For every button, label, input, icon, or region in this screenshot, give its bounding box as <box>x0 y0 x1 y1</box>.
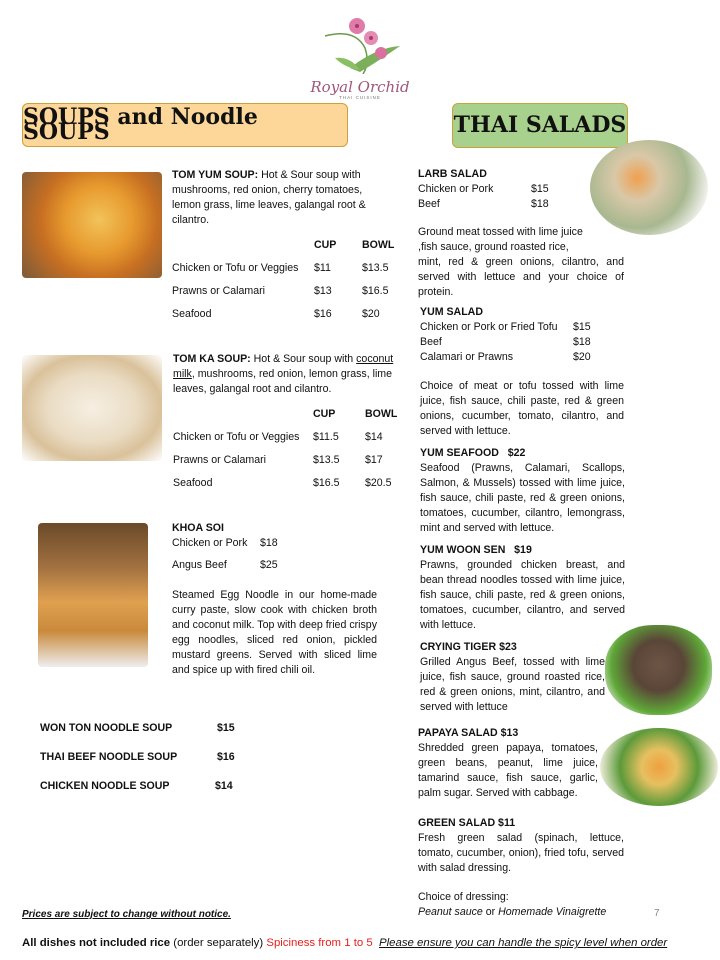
tom-yum-desc <box>172 168 382 228</box>
option-price: $18 <box>260 537 278 549</box>
item: Chicken or Tofu or Veggies <box>173 431 300 443</box>
option-item: Beef <box>420 336 442 348</box>
tom-ka-desc <box>173 352 401 397</box>
table-row <box>172 280 398 303</box>
yum-seafood-desc: Seafood (Prawns, Calamari, Scallops, Salmon, & Mussels) tossed with lime juice, fish sauce, chili paste, red & green onions, tomatoes, cucumber, cilantro, lemongrass, mint and served with lettuce. <box>420 462 625 534</box>
papaya-photo <box>600 728 718 806</box>
tom-ka-section <box>173 352 401 495</box>
yum-salad-desc: Choice of meat or tofu tossed with lime juice, fish sauce, chili paste, red & green onions, cucumber, tomato, cilantro, and served with lettuce. <box>420 380 624 437</box>
option-item: Chicken or Pork <box>418 183 494 195</box>
larb-section <box>418 167 624 300</box>
option-row <box>172 536 377 551</box>
option-row <box>172 558 377 573</box>
tom-yum-photo <box>22 172 162 278</box>
green-salad-desc: Fresh green salad (spinach, lettuce, tomato, cucumber, onion), fried tofu, served with salad dressing. <box>418 832 624 874</box>
logo-tagline: THAI CUISINE <box>339 95 381 100</box>
tom-yum-text: Hot & Sour soup with mushrooms, red onion, cherry tomatoes, lemon grass, lime leaves, galangal root & cilantro. <box>172 169 366 226</box>
option-item: Beef <box>418 198 440 210</box>
item-price: $15 <box>217 722 235 734</box>
item: Prawns or Calamari <box>172 285 266 297</box>
papaya-section <box>418 726 598 801</box>
khoa-soi-photo <box>38 523 148 667</box>
bowl-price: $20 <box>362 308 380 320</box>
tom-ka-name: TOM KA SOUP: <box>173 353 251 365</box>
cup-price: $16.5 <box>313 477 340 489</box>
dressing-options <box>418 905 624 920</box>
table-row <box>172 257 398 280</box>
dressing-option: Peanut sauce <box>418 906 483 918</box>
tom-ka-photo <box>22 355 162 461</box>
bowl-header: BOWL <box>365 408 398 420</box>
larb-desc-line: ,fish sauce, ground roasted rice, <box>418 241 569 253</box>
green-salad-section <box>418 816 624 920</box>
bowl-header: BOWL <box>362 239 395 251</box>
item: Chicken or Tofu or Veggies <box>172 262 299 274</box>
larb-name: LARB SALAD <box>418 168 487 180</box>
item-name: THAI BEEF NOODLE SOUP <box>40 751 178 763</box>
option-price: $18 <box>573 336 591 348</box>
rice-note-2: (order separately) <box>170 937 267 949</box>
item: Prawns or Calamari <box>173 454 267 466</box>
spiciness-note: Spiciness from 1 to 5 <box>266 937 373 949</box>
spicy-warning: Please ensure you can handle the spicy level when order <box>379 937 668 949</box>
tom-yum-section <box>172 168 395 326</box>
papaya-desc: Shredded green papaya, tomatoes, green beans, peanut, lime juice, tamarind sauce, fish sauce, garlic, palm sugar. Served with cabbage. <box>418 742 598 799</box>
yum-salad-name: YUM SALAD <box>420 306 483 318</box>
yum-seafood-section <box>420 446 625 536</box>
list-item <box>40 779 250 808</box>
dressing-label: Choice of dressing: <box>418 891 509 903</box>
bowl-price: $20.5 <box>365 477 392 489</box>
option-item: Chicken or Pork or Fried Tofu <box>420 321 558 333</box>
item-name: CHICKEN NOODLE SOUP <box>40 780 170 792</box>
logo-name: Royal Orchid <box>310 78 410 96</box>
bowl-price: $17 <box>365 454 383 466</box>
tom-ka-prices <box>173 403 399 495</box>
cup-price: $13 <box>314 285 332 297</box>
item: Seafood <box>172 308 212 320</box>
item-name: WON TON NOODLE SOUP <box>40 722 173 734</box>
prices-note: Prices are subject to change without notice. <box>22 909 231 920</box>
option-row <box>418 182 624 197</box>
crying-tiger-desc: Grilled Angus Beef, tossed with lime juice, fish sauce, ground roasted rice, red & green onions, mint, cilantro, and served with lettuce <box>420 656 605 713</box>
option-price: $25 <box>260 559 278 571</box>
crying-tiger-section <box>420 640 605 715</box>
salads-header: THAI SALADS <box>452 103 628 148</box>
crying-tiger-name: CRYING TIGER $23 <box>420 641 517 653</box>
yum-woon-sen-name: YUM WOON SEN $19 <box>420 544 532 556</box>
green-salad-name: GREEN SALAD $11 <box>418 817 516 829</box>
cup-price: $16 <box>314 308 332 320</box>
orchid-icon <box>305 8 415 74</box>
noodle-soups-list <box>40 721 250 808</box>
cup-price: $11 <box>314 262 331 274</box>
option-row <box>418 197 624 212</box>
cup-price: $13.5 <box>313 454 340 466</box>
yum-salad-section <box>420 305 624 439</box>
soups-header: SOUPS and Noodle SOUPS <box>22 103 348 147</box>
tom-ka-text: Hot & Sour soup with <box>253 353 354 365</box>
option-item: Chicken or Pork <box>172 537 248 549</box>
khoa-soi-desc: Steamed Egg Noodle in our home-made curry paste, slow cook with chicken broth and coconut milk. Top with deep fried crispy egg noodles, sliced red onion, pickled mustard greens. Served with sliced lime and spice up with fired chili oil. <box>172 589 377 676</box>
option-item: Angus Beef <box>172 559 227 571</box>
option-row <box>420 350 624 365</box>
crying-tiger-photo <box>605 625 712 715</box>
item-price: $14 <box>215 780 233 792</box>
item-price: $16 <box>217 751 235 763</box>
option-price: $15 <box>573 321 591 333</box>
table-row <box>172 303 398 326</box>
yum-woon-sen-desc: Prawns, grounded chicken breast, and bean thread noodles tossed with lime juice, fish sauce, chili paste, red & green onions, tomatoes, cucumber, cilantro, and served with lettuce. <box>420 559 625 631</box>
or-text: or <box>482 906 499 918</box>
khoa-soi-section <box>172 521 377 678</box>
table-row <box>173 426 399 449</box>
page-number: 7 <box>654 908 660 919</box>
tom-ka-text2: , mushrooms, red onion, lemon grass, lime leaves, galangal root and cilantro. <box>173 368 393 395</box>
larb-desc: mint, red & green onions, cilantro, and served with lettuce and your choice of protein. <box>418 256 624 298</box>
item: Seafood <box>173 477 213 489</box>
tom-ka-underlined: coconut milk <box>173 353 394 380</box>
option-row <box>420 335 624 350</box>
larb-desc-line: Ground meat tossed with lime juice <box>418 226 583 238</box>
khoa-soi-name: KHOA SOI <box>172 522 224 534</box>
rice-note: All dishes not included rice <box>22 937 171 949</box>
option-row <box>420 320 624 335</box>
bowl-price: $16.5 <box>362 285 389 297</box>
bowl-price: $13.5 <box>362 262 389 274</box>
footer-notice <box>22 936 667 951</box>
option-price: $18 <box>531 198 549 210</box>
papaya-name: PAPAYA SALAD $13 <box>418 727 519 739</box>
cup-price: $11.5 <box>313 431 339 443</box>
table-row <box>173 472 399 495</box>
cup-header: CUP <box>314 239 337 251</box>
logo <box>305 8 415 100</box>
option-price: $20 <box>573 351 591 363</box>
tom-yum-prices <box>172 234 398 326</box>
list-item <box>40 721 250 750</box>
yum-seafood-name: YUM SEAFOOD $22 <box>420 447 526 459</box>
cup-header: CUP <box>313 408 336 420</box>
tom-yum-name: TOM YUM SOUP: <box>172 169 259 181</box>
yum-woon-sen-section <box>420 543 625 633</box>
option-price: $15 <box>531 183 549 195</box>
option-item: Calamari or Prawns <box>420 351 514 363</box>
list-item <box>40 750 250 779</box>
dressing-option: Homemade Vinaigrette <box>498 906 607 918</box>
bowl-price: $14 <box>365 431 383 443</box>
table-row <box>173 449 399 472</box>
